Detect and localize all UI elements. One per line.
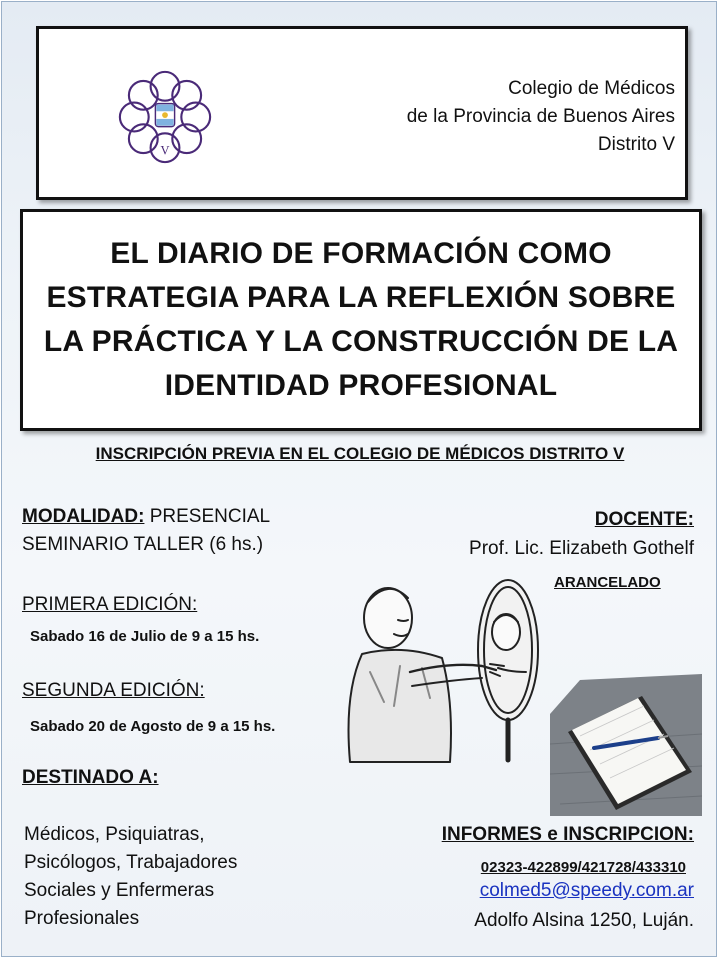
informes-phones: 02323-422899/421728/433310 (480, 859, 686, 876)
logo-letter: V (160, 143, 170, 158)
modalidad-line (22, 506, 270, 528)
organization-line-2: de la Provincia de Buenos Aires (406, 106, 675, 127)
event-title (44, 232, 678, 408)
segunda-edicion-date: Sabado 20 de Agosto de 9 a 15 hs. (30, 718, 276, 735)
colegio-logo-icon (117, 69, 213, 165)
informes-address: Adolfo Alsina 1250, Luján. (474, 910, 694, 931)
title-line-2: ESTRATEGIA PARA LA REFLEXIÓN SOBRE (46, 281, 676, 314)
inscripcion-previa-notice: INSCRIPCIÓN PREVIA EN EL COLEGIO DE MÉDICOS DISTRITO V (95, 444, 625, 463)
organization-line-3: Distrito V (597, 134, 675, 155)
primera-edicion-date: Sabado 16 de Julio de 9 a 15 hs. (30, 628, 260, 645)
flyer-page (1, 1, 717, 957)
title-line-4: IDENTIDAD PROFESIONAL (164, 369, 558, 402)
informes-label: INFORMES e INSCRIPCION: (441, 824, 694, 845)
title-line-1: EL DIARIO DE FORMACIÓN COMO (110, 237, 612, 270)
informes-email-link[interactable]: colmed5@speedy.com.ar (479, 880, 694, 901)
arancelado-label: ARANCELADO (554, 574, 661, 591)
destinado-line-4: Profesionales (24, 908, 140, 929)
man-mirror-illustration-icon (340, 572, 562, 764)
title-box (20, 209, 702, 431)
modalidad-value: PRESENCIAL (144, 506, 271, 527)
organization-name (407, 75, 675, 159)
title-line-3: LA PRÁCTICA Y LA CONSTRUCCIÓN DE LA (43, 325, 679, 358)
modalidad-label: MODALIDAD: (22, 506, 145, 527)
destinado-label: DESTINADO A: (22, 767, 159, 788)
docente-name: Prof. Lic. Elizabeth Gothelf (469, 538, 694, 559)
header-box (36, 26, 688, 200)
primera-edicion-label: PRIMERA EDICIÓN: (22, 594, 198, 615)
organization-line-1: Colegio de Médicos (508, 78, 675, 99)
docente-label: DOCENTE: (594, 509, 694, 530)
segunda-edicion-label: SEGUNDA EDICIÓN: (22, 680, 205, 701)
modalidad-detail: SEMINARIO TALLER (6 hs.) (22, 534, 264, 555)
destinado-line-2: Psicólogos, Trabajadores (24, 852, 238, 873)
destinado-line-1: Médicos, Psiquiatras, (24, 824, 205, 845)
notebook-pen-photo-icon (550, 674, 702, 816)
destinado-line-3: Sociales y Enfermeras (24, 880, 215, 901)
